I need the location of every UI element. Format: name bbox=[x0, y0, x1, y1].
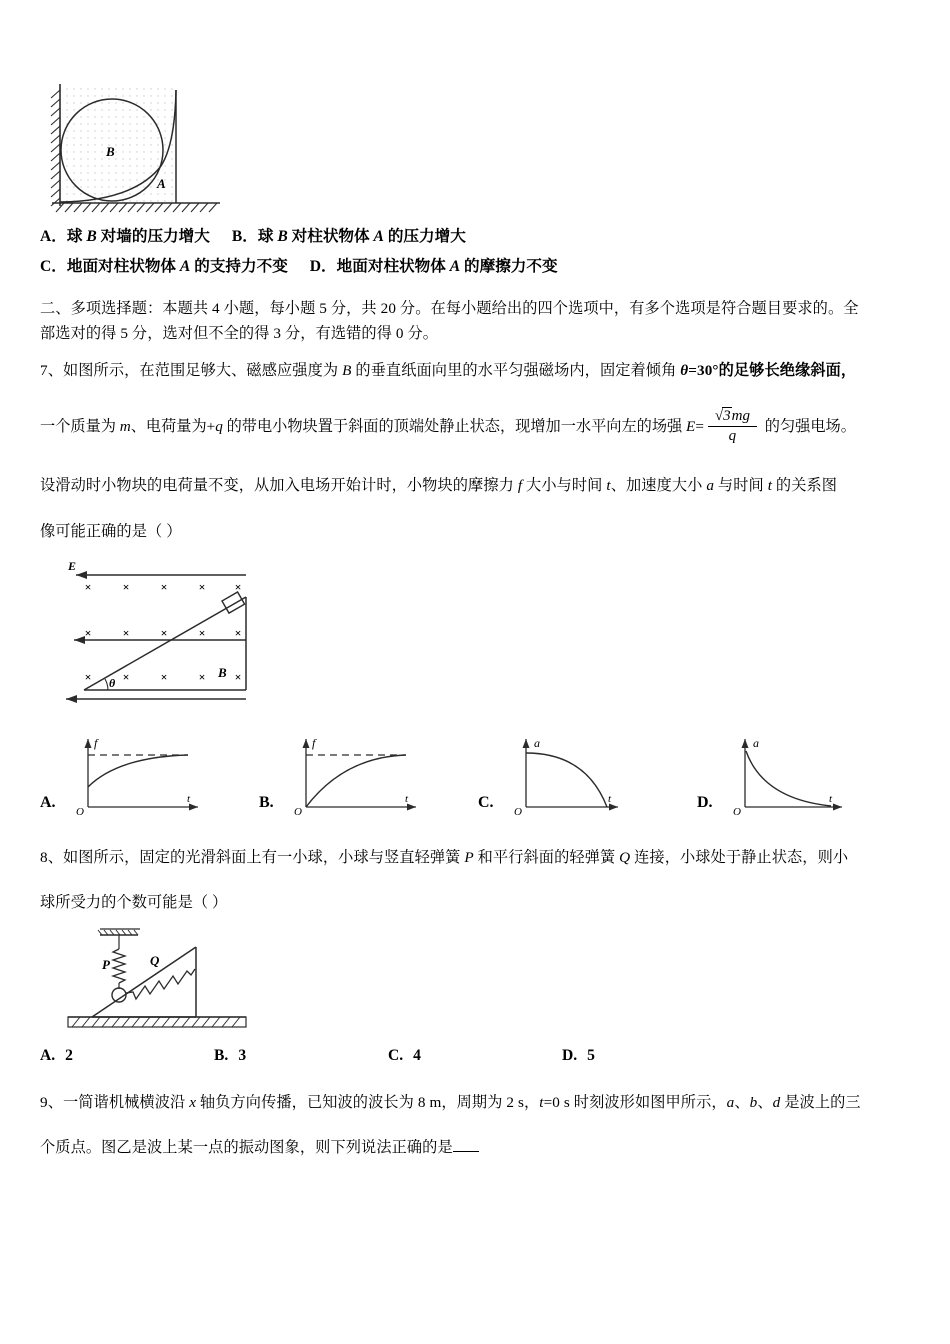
q6-option-d-text1: 地面对柱状物体 bbox=[336, 257, 450, 275]
q6-option-b-prefix: B． bbox=[231, 228, 258, 245]
q8-stem bbox=[40, 846, 918, 915]
svg-text:×: × bbox=[160, 579, 168, 594]
q7-option-b-label: B. bbox=[259, 793, 274, 811]
q7-tail-line-2: 像可能正确的是（ ） bbox=[40, 523, 182, 541]
q6-option-d-prefix: D． bbox=[309, 257, 337, 275]
q7-graph-options bbox=[40, 725, 918, 820]
q7-option-a[interactable] bbox=[40, 725, 259, 820]
svg-text:×: × bbox=[84, 669, 92, 684]
q9-line-2-text: 个质点。图乙是波上某一点的振动图象，则下列说法正确的是 bbox=[40, 1138, 453, 1156]
q8-stem-text-2: 和平行斜面的轻弹簧 bbox=[473, 848, 620, 866]
q8-option-d-label: D. bbox=[562, 1047, 578, 1065]
q6-options-line-2 bbox=[40, 252, 918, 282]
q7-formula-text-3: 的带电小物块置于斜面的顶端处静止状态，现增加一水平向左的场强 bbox=[222, 417, 687, 435]
q7-formula-var-q: q bbox=[215, 417, 223, 435]
q7-formula-var-E: E bbox=[686, 417, 696, 435]
figure1-ball-label: B bbox=[106, 144, 115, 159]
q6-option-b-text3: 的压力增大 bbox=[383, 228, 466, 245]
fraction-numerator-rest: mg bbox=[731, 408, 750, 425]
q9-stem-line-1 bbox=[40, 1091, 918, 1116]
answer-blank[interactable] bbox=[453, 1138, 479, 1152]
q7-option-c-label: C. bbox=[478, 793, 494, 811]
q6-option-a-prefix: A． bbox=[40, 228, 67, 245]
q7-option-a-label: A. bbox=[40, 793, 56, 811]
q7-stem-text-1: 7、如图所示，在范围足够大、磁感应强度为 bbox=[40, 361, 343, 379]
sqrt-radicand: 3 bbox=[723, 408, 731, 425]
q6-option-b-text1: 球 bbox=[257, 228, 278, 245]
q7-tail-var-t2: t bbox=[767, 476, 773, 494]
q7-option-b-y-axis: f bbox=[311, 735, 316, 750]
svg-text:×: × bbox=[84, 625, 92, 640]
svg-text:×: × bbox=[122, 625, 130, 640]
q8-stem-line-2: 球所受力的个数可能是（ ） bbox=[40, 893, 228, 911]
q8-option-a-value: 2 bbox=[65, 1047, 73, 1065]
figure-ball-wall-object bbox=[44, 80, 918, 216]
q7-tail-text-4: 与时间 bbox=[714, 476, 768, 494]
q7-tail-text-5: 的关系图 bbox=[772, 476, 838, 494]
q8-option-b[interactable] bbox=[214, 1047, 388, 1065]
q9-var-x: x bbox=[189, 1094, 197, 1112]
section-2-line-1: 二、多项选择题：本题共 4 小题，每小题 5 分，共 20 分。在每小题给出的四个选项中，有多个选项是符合题目要求的。全 bbox=[40, 300, 859, 318]
q6-option-c-var: A bbox=[179, 257, 191, 275]
page-content bbox=[40, 80, 918, 1160]
q6-option-a-text2: 对墙的压力增大 bbox=[96, 228, 210, 245]
q9-text-5: 、 bbox=[757, 1094, 773, 1112]
q7-option-a-origin: O bbox=[75, 805, 84, 818]
q6-option-c-prefix: C． bbox=[40, 257, 67, 275]
q9-text-1: 9、一简谐机械横波沿 bbox=[40, 1094, 190, 1112]
q8-option-d-value: 5 bbox=[587, 1047, 595, 1065]
svg-text:×: × bbox=[122, 579, 130, 594]
q8-stem-var-P: P bbox=[464, 848, 474, 866]
q7-option-d-x-axis: t bbox=[828, 792, 832, 805]
q8-option-b-label: B. bbox=[214, 1047, 229, 1065]
q7-option-d-y-axis: a bbox=[752, 735, 759, 750]
q9-var-b: b bbox=[749, 1094, 758, 1112]
q7-field-formula-line bbox=[40, 409, 918, 446]
q7-option-a-y-axis: f bbox=[93, 735, 97, 750]
q8-option-a[interactable] bbox=[40, 1047, 214, 1065]
q7-formula-text-4: 的匀强电场。 bbox=[760, 417, 856, 435]
q8-option-b-value: 3 bbox=[238, 1047, 247, 1065]
q7-option-c[interactable] bbox=[478, 725, 697, 820]
q7-tail-text-1: 设滑动时小物块的电荷量不变，从加入电场开始计时，小物块的摩擦力 bbox=[40, 476, 518, 494]
q8-option-c[interactable] bbox=[388, 1047, 562, 1065]
q7-option-c-y-axis: a bbox=[533, 735, 540, 750]
svg-text:×: × bbox=[234, 625, 242, 640]
q7-stem-theta: θ bbox=[680, 361, 689, 379]
svg-text:×: × bbox=[198, 669, 206, 684]
q9-text-2: 轴负方向传播，已知波的波长为 8 m，周期为 2 s， bbox=[196, 1094, 540, 1112]
svg-text:×: × bbox=[122, 669, 130, 684]
q7-tail-var-a: a bbox=[706, 476, 715, 494]
q7-option-a-x-axis: t bbox=[186, 792, 190, 805]
figure-field-incline bbox=[46, 559, 918, 711]
q8-options bbox=[40, 1047, 918, 1065]
block-on-incline bbox=[222, 592, 245, 613]
svg-text:×: × bbox=[84, 579, 92, 594]
svg-text:×: × bbox=[198, 625, 206, 640]
q7-option-b-x-axis: t bbox=[404, 792, 408, 805]
svg-text:×: × bbox=[198, 579, 206, 594]
q7-option-c-origin: O bbox=[513, 805, 522, 818]
q9-text-4: 、 bbox=[734, 1094, 750, 1112]
q8-stem-line-1 bbox=[40, 846, 918, 871]
q7-tail-var-t1: t bbox=[606, 476, 611, 494]
svg-text:×: × bbox=[234, 579, 242, 594]
q8-option-c-value: 4 bbox=[413, 1047, 421, 1065]
field-label-B: B bbox=[218, 664, 227, 680]
q7-option-b[interactable] bbox=[259, 725, 478, 820]
q6-option-a-var: B bbox=[86, 228, 97, 245]
q9-var-t: t bbox=[539, 1094, 544, 1112]
q7-option-d[interactable] bbox=[697, 725, 916, 820]
q6-options-line-1 bbox=[40, 222, 918, 252]
q7-formula-text-2: 、电荷量为+ bbox=[130, 417, 216, 435]
figure-springs-incline bbox=[62, 925, 918, 1031]
q7-stem-text-2: 的垂直纸面向里的水平匀强磁场内，固定着倾角 bbox=[351, 361, 681, 379]
q7-tail-line-1 bbox=[40, 474, 918, 499]
svg-text:×: × bbox=[160, 669, 168, 684]
q8-stem-text-1: 8、如图所示，固定的光滑斜面上有一小球，小球与竖直轻弹簧 bbox=[40, 848, 465, 866]
q7-stem-var-B: B bbox=[342, 361, 352, 379]
field-label-E: E bbox=[68, 558, 77, 573]
q9-stem-line-2 bbox=[40, 1136, 918, 1161]
q7-field-fraction bbox=[708, 408, 757, 445]
q6-option-c-text1: 地面对柱状物体 bbox=[66, 257, 180, 275]
section-2-instructions bbox=[40, 297, 918, 346]
q7-option-c-x-axis: t bbox=[607, 792, 611, 805]
section-2-line-2: 部选对的得 5 分，选对但不全的得 3 分，有选错的得 0 分。 bbox=[40, 324, 439, 342]
q8-option-a-label: A. bbox=[40, 1047, 56, 1065]
q8-stem-var-Q: Q bbox=[619, 848, 631, 866]
q9-var-a: a bbox=[726, 1094, 735, 1112]
q9-var-d: d bbox=[772, 1094, 781, 1112]
q6-option-b-text2: 对柱状物体 bbox=[287, 228, 374, 245]
q6-option-b-var2: A bbox=[373, 228, 384, 245]
figure1-object-label: A bbox=[157, 176, 166, 191]
q7-stem-text-3: =30°的足够长绝缘斜面， bbox=[688, 361, 857, 379]
q7-formula-text-1: 一个质量为 bbox=[40, 417, 120, 435]
q6-option-c-text2: 的支持力不变 bbox=[190, 257, 288, 275]
q9-text-3: =0 s 时刻波形如图甲所示， bbox=[543, 1094, 727, 1112]
q8-option-d[interactable] bbox=[562, 1047, 736, 1065]
q6-option-a-text1: 球 bbox=[66, 228, 87, 245]
q8-option-c-label: C. bbox=[388, 1047, 404, 1065]
fraction-numerator bbox=[708, 408, 757, 427]
q6-option-b-var: B bbox=[277, 228, 288, 245]
q7-formula-equals: = bbox=[695, 417, 704, 435]
q6-option-d-var: A bbox=[449, 257, 461, 275]
spring-q-label: Q bbox=[150, 953, 160, 969]
q7-option-d-origin: O bbox=[732, 805, 741, 818]
q8-stem-text-3: 连接，小球处于静止状态，则小 bbox=[630, 848, 849, 866]
q7-tail-var-f: f bbox=[517, 476, 523, 494]
q7-stem-tail bbox=[40, 474, 918, 545]
fraction-denominator: q bbox=[728, 427, 737, 444]
q7-option-b-origin: O bbox=[293, 805, 302, 818]
incline-angle-label: θ bbox=[109, 675, 116, 690]
q7-formula-var-m: m bbox=[119, 417, 131, 435]
spring-p-label: P bbox=[102, 957, 110, 973]
q7-tail-text-2: 大小与时间 bbox=[522, 476, 607, 494]
svg-text:×: × bbox=[160, 625, 168, 640]
q9-text-6: 是波上的三 bbox=[780, 1094, 861, 1112]
q7-stem-line-1 bbox=[40, 359, 918, 384]
svg-text:×: × bbox=[234, 669, 242, 684]
q6-option-d-text2: 的摩擦力不变 bbox=[460, 257, 558, 275]
q7-option-d-label: D. bbox=[697, 793, 713, 811]
q7-tail-text-3: 、加速度大小 bbox=[610, 476, 707, 494]
q9-stem bbox=[40, 1091, 918, 1160]
sqrt-icon: √3 bbox=[714, 408, 731, 425]
